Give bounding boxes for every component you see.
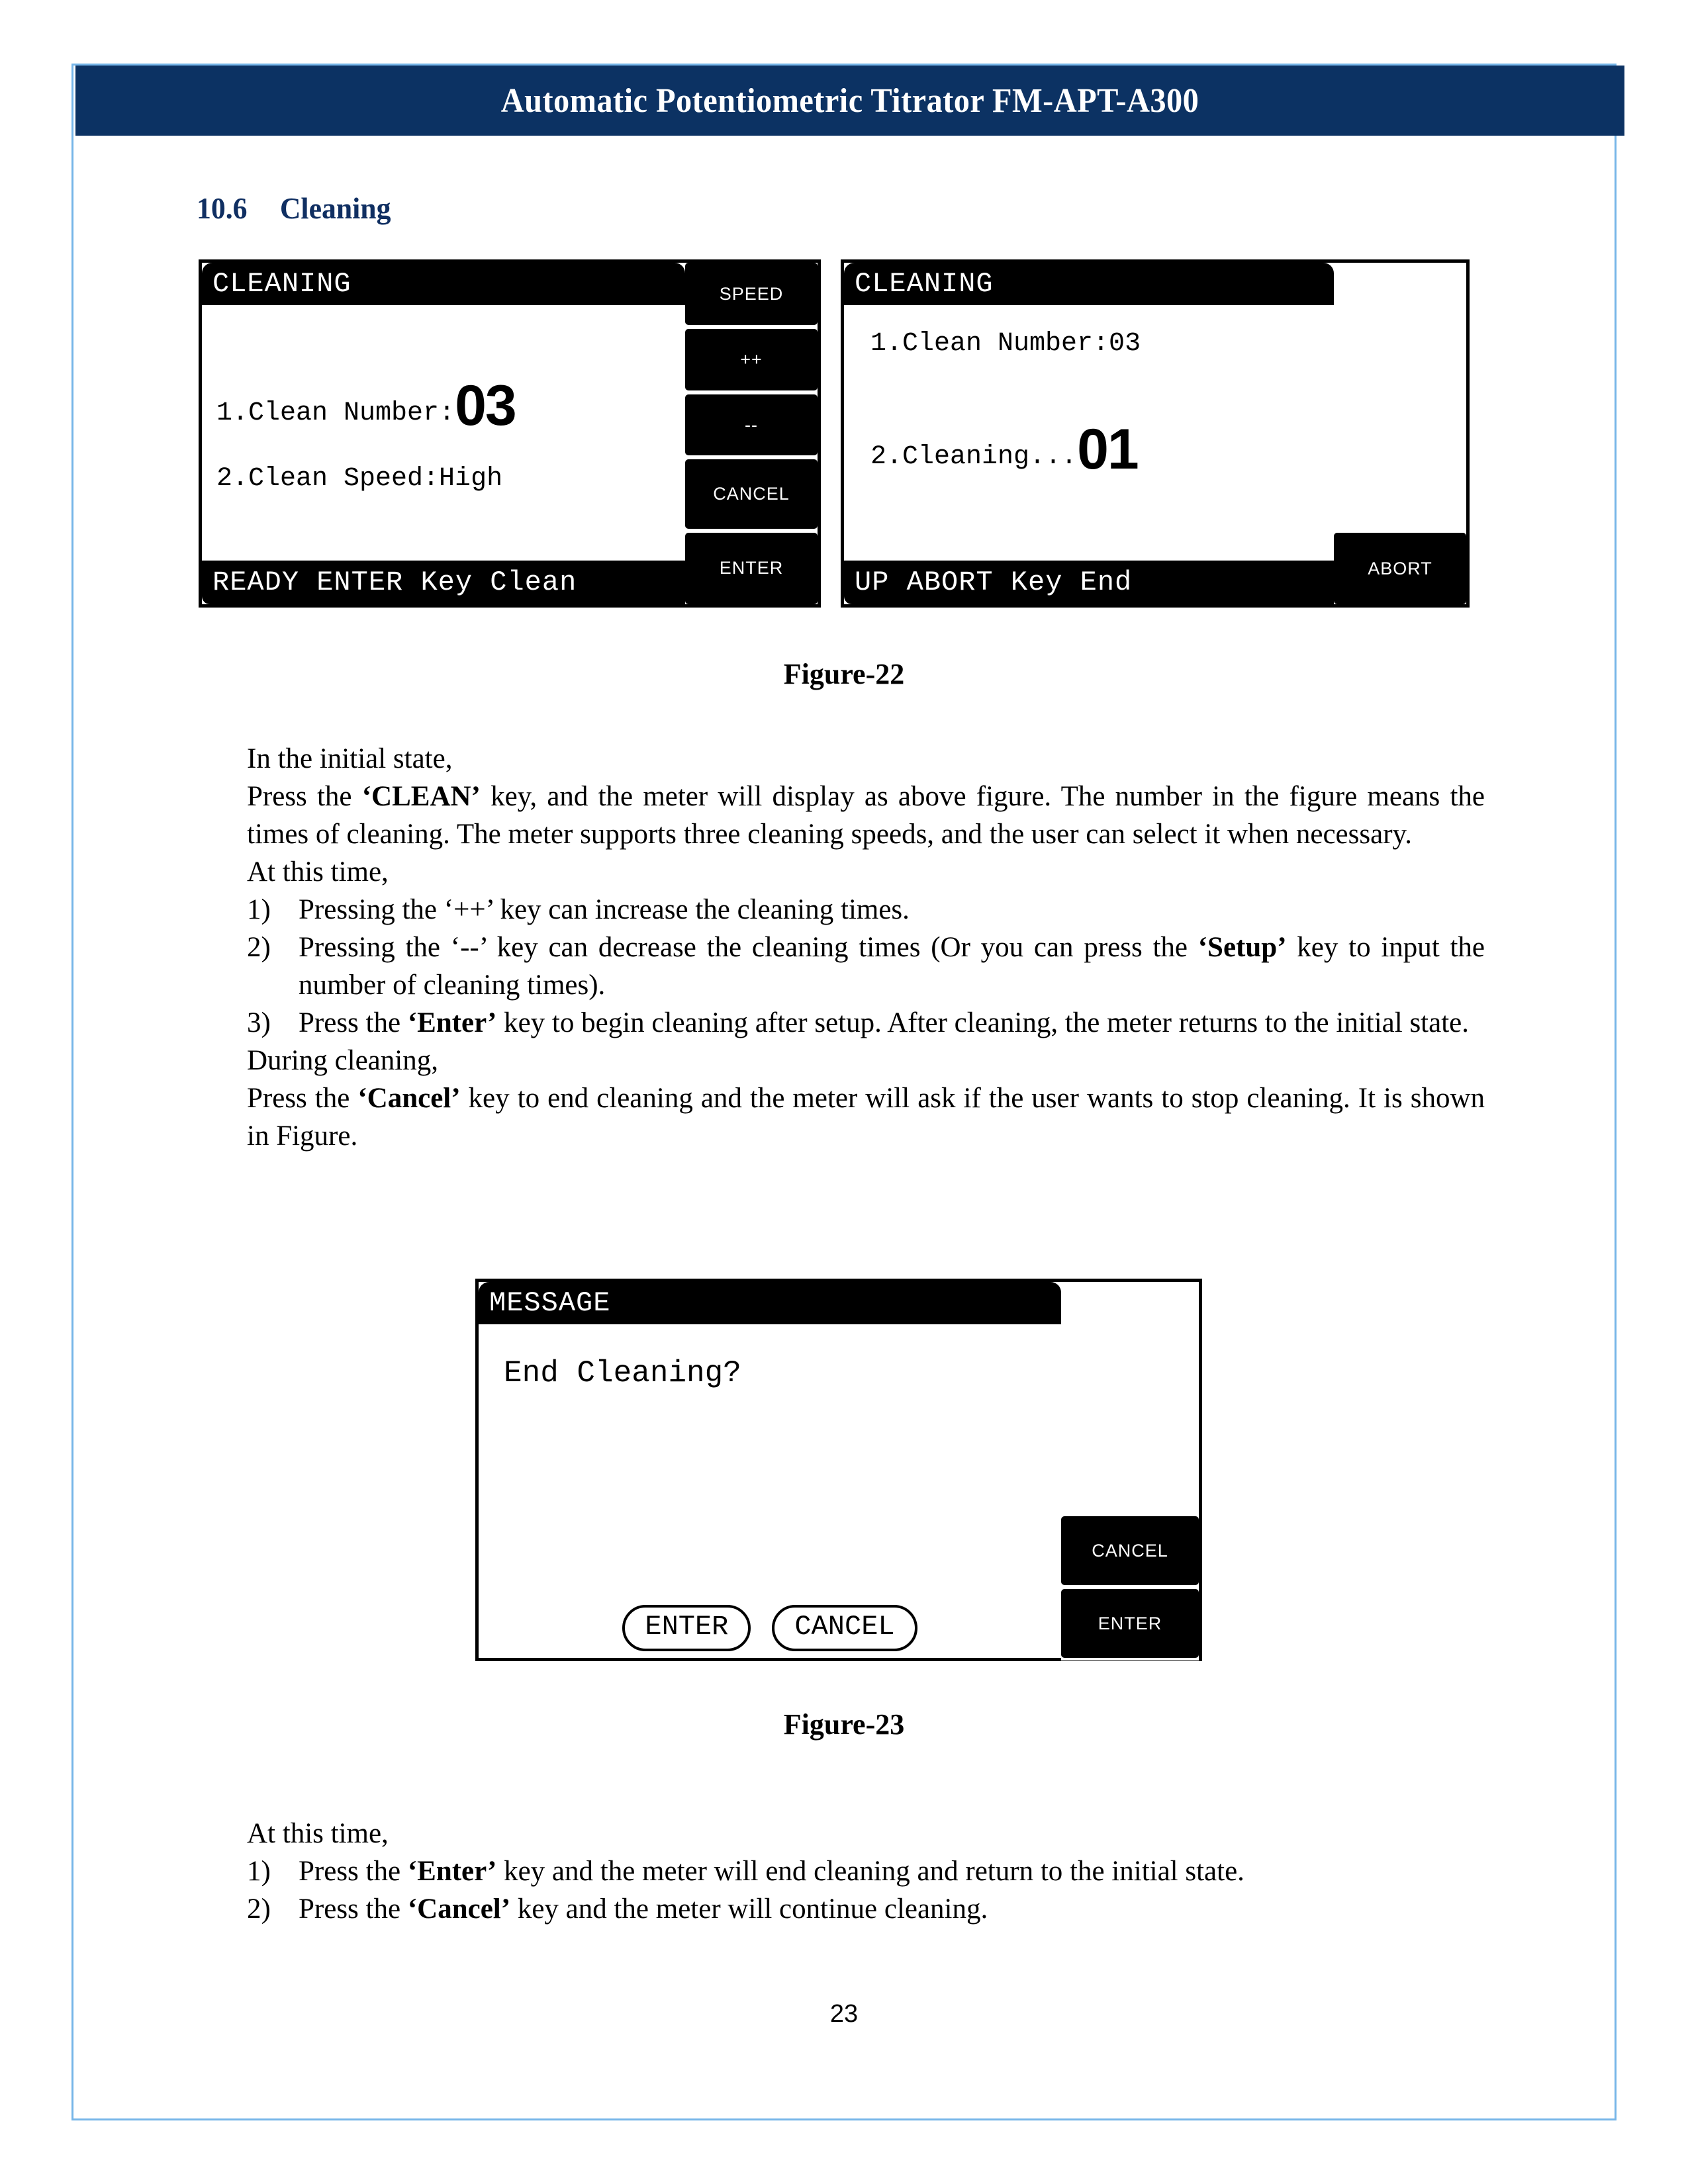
lcd-title-bar: CLEANING [844, 263, 1334, 305]
p5-bold-cancel: ‘Cancel’ [357, 1083, 461, 1114]
lcd-screen [844, 263, 1334, 604]
list-marker: 2) [247, 932, 271, 963]
lcd-line-clean-number [216, 374, 516, 437]
lcd-line-clean-number [870, 329, 1141, 359]
figure-22 [199, 259, 1470, 598]
softkey-cancel[interactable]: CANCEL [685, 459, 818, 528]
li2-bold-setup: ‘Setup’ [1197, 932, 1287, 963]
lcd-line-cleaning-progress [870, 418, 1138, 481]
lcd-status-bar: UP ABORT Key End [844, 561, 1334, 604]
list-item [247, 1852, 1485, 1890]
list-item-text [299, 929, 1485, 1004]
list-marker: 3) [247, 1007, 271, 1038]
list-item-text [299, 1890, 1485, 1928]
softkey-enter[interactable]: ENTER [685, 533, 818, 604]
p2-bold-clean: ‘CLEAN’ [361, 781, 481, 812]
lcd-status-bar: READY ENTER Key Clean [202, 561, 685, 604]
list-item-text [299, 891, 1485, 929]
lcd-body [844, 305, 1334, 561]
p5-pre: Press the [247, 1083, 358, 1114]
li1-pre: Pressing the ‘++’ key can increase the cleaning times. [299, 894, 910, 925]
lcd-body [479, 1324, 1061, 1658]
li2-post: key to input the number of cleaning times). [299, 932, 1485, 1001]
l2i1-pre: Press the [299, 1856, 408, 1887]
list-item [247, 891, 1485, 929]
section-heading [197, 191, 391, 226]
lcd-title-bar: MESSAGE [479, 1282, 1061, 1324]
li3-pre: Press the [299, 1007, 408, 1038]
softkey-column-left [685, 263, 818, 604]
list-marker: 1) [247, 894, 271, 925]
l2i2-pre: Press the [299, 1893, 408, 1925]
li3-bold-enter: ‘Enter’ [407, 1007, 497, 1038]
softkey-increment[interactable]: ++ [685, 329, 818, 390]
list-item [247, 1004, 1485, 1042]
paragraph-press-clean [247, 778, 1485, 853]
p5-post: key to end cleaning and the meter will ask if the user wants to stop cleaning. It is shown in Figure. [247, 1083, 1485, 1152]
list-marker: 1) [247, 1856, 271, 1887]
p2-pre: Press the [247, 781, 362, 812]
softkey-column-right [1334, 263, 1466, 604]
li3-post: key to begin cleaning after setup. After cleaning, the meter returns to the initial state. [496, 1007, 1469, 1038]
body-text-block-upper [247, 740, 1485, 1155]
clean-number-label: 1.Clean Number: [216, 398, 455, 428]
softkey-enter[interactable]: ENTER [1061, 1589, 1199, 1658]
paragraph-at-this-time-2: At this time, [247, 1818, 389, 1849]
dialog-cancel-button[interactable]: CANCEL [772, 1605, 917, 1651]
body-text-block-lower [247, 1815, 1485, 1928]
cleaning-label: 2.Cleaning... [870, 442, 1078, 472]
lcd-panel-cleaning-progress [841, 259, 1470, 608]
section-title: Cleaning [279, 191, 391, 225]
paragraph-press-cancel [247, 1079, 1485, 1155]
list-item [247, 1890, 1485, 1928]
clean-speed-label: 2.Clean Speed:High [216, 464, 503, 494]
lcd-panel-message-dialog [475, 1279, 1202, 1661]
softkey-abort[interactable]: ABORT [1334, 533, 1466, 604]
l2i2-post: key and the meter will continue cleaning. [510, 1893, 988, 1925]
lcd-body [202, 305, 685, 561]
dialog-enter-button[interactable]: ENTER [622, 1605, 751, 1651]
section-number: 10.6 [197, 191, 248, 225]
list-item-text [299, 1852, 1485, 1890]
figure-23-caption: Figure-23 [783, 1708, 905, 1741]
list-item [247, 929, 1485, 1004]
softkey-decrement[interactable]: -- [685, 394, 818, 456]
lcd-line-clean-speed [216, 464, 502, 494]
lcd-screen [202, 263, 685, 604]
clean-number-text: 1.Clean Number:03 [870, 329, 1141, 359]
lcd-screen [479, 1282, 1061, 1658]
softkey-cancel[interactable]: CANCEL [1061, 1516, 1199, 1585]
dialog-message-text: End Cleaning? [504, 1356, 741, 1390]
dialog-button-row [479, 1605, 1061, 1651]
paragraph-during-cleaning: During cleaning, [247, 1045, 438, 1076]
lcd-panel-cleaning-setup [199, 259, 821, 608]
p2-post: key, and the meter will display as above figure. The number in the figure means the times of cleaning. The meter supports three cleaning speeds, and the user can select it when necessary. [247, 781, 1485, 850]
lcd-title-bar: CLEANING [202, 263, 685, 305]
figure-22-caption: Figure-22 [783, 658, 905, 690]
l2i1-bold-enter: ‘Enter’ [407, 1856, 497, 1887]
figure-23 [475, 1279, 1203, 1662]
page-number: 23 [829, 2000, 859, 2028]
softkey-speed[interactable]: SPEED [685, 263, 818, 325]
list-item-text [299, 1004, 1485, 1042]
softkey-column-dialog [1061, 1282, 1199, 1661]
paragraph-initial-state: In the initial state, [247, 743, 453, 774]
l2i2-bold-cancel: ‘Cancel’ [407, 1893, 511, 1925]
l2i1-post: key and the meter will end cleaning and return to the initial state. [496, 1856, 1244, 1887]
page-title: Automatic Potentiometric Titrator FM-APT-A300 [500, 81, 1199, 120]
cleaning-count-value: 01 [1077, 418, 1138, 481]
li2-pre: Pressing the ‘--’ key can decrease the cleaning times (Or you can press the [299, 932, 1198, 963]
paragraph-at-this-time: At this time, [247, 856, 389, 887]
clean-number-value: 03 [455, 374, 516, 437]
list-marker: 2) [247, 1893, 271, 1925]
